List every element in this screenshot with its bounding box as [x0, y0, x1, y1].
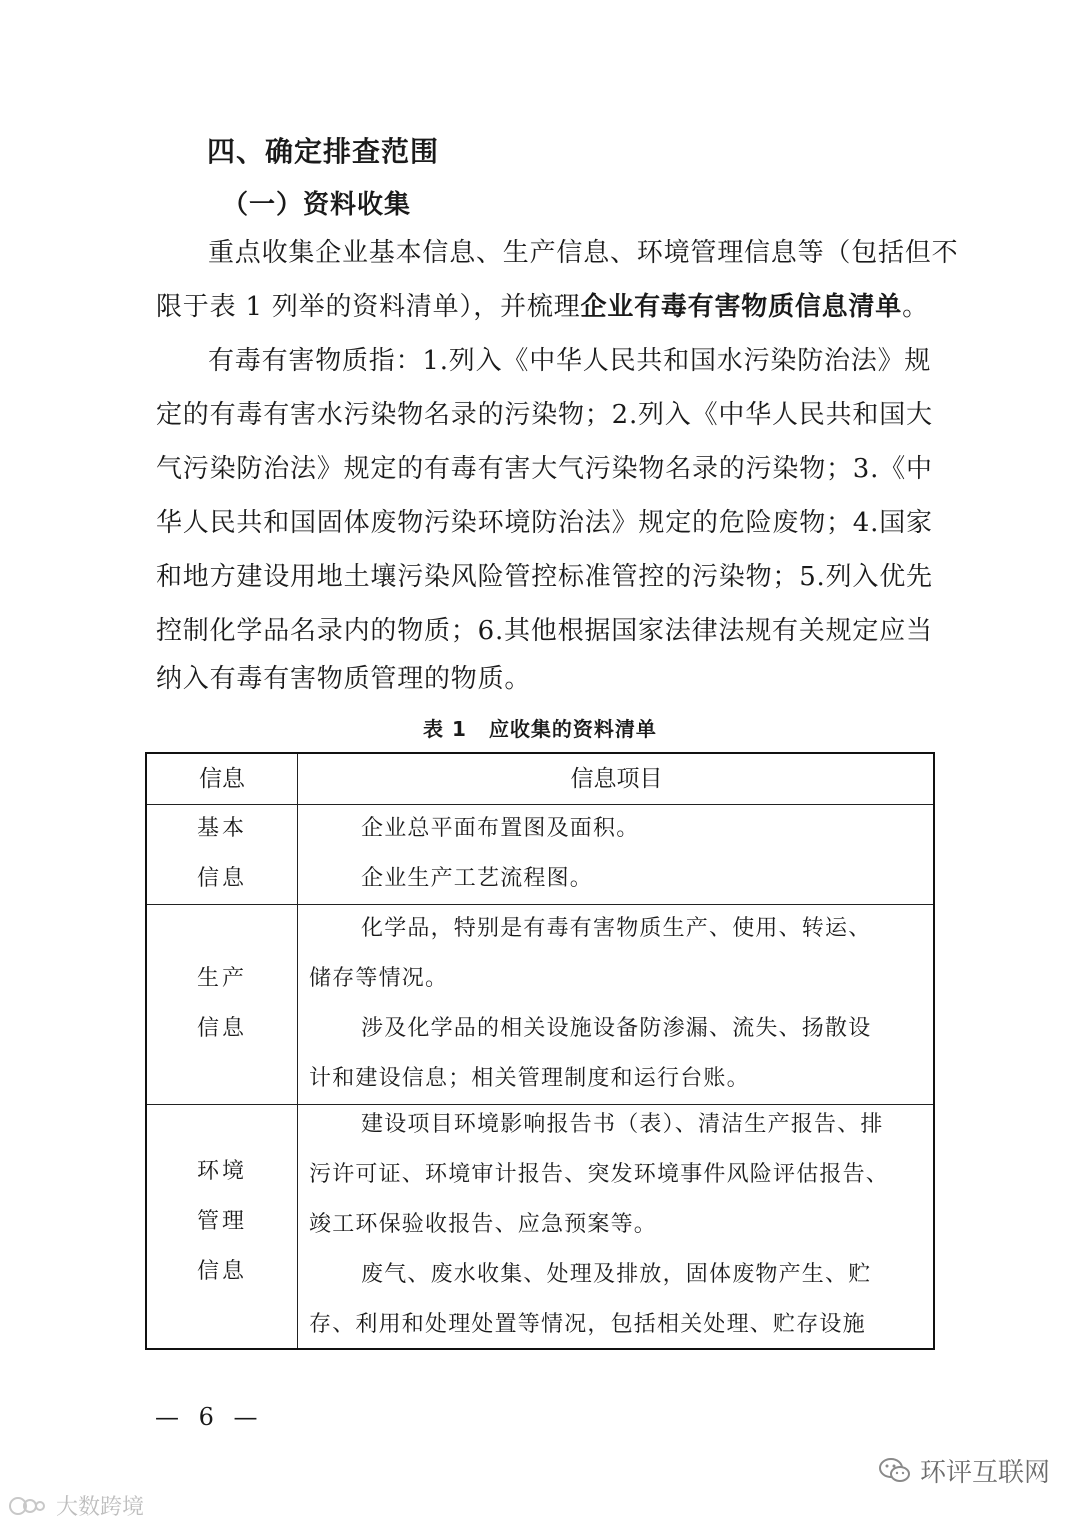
paragraph-1-end: 。	[902, 292, 929, 322]
category-production-info: 生产 信息	[196, 966, 247, 1041]
header-info-items: 信息项目	[570, 766, 663, 792]
paragraph-2-line: 华人民共和国固体废物污染环境防治法》规定的危险废物；4.国家	[156, 508, 933, 538]
paragraph-1-text: 限于表 1 列举的资料清单），并梳理	[156, 292, 581, 322]
header-info: 信息	[199, 766, 245, 792]
watermark-right-text: 环评互联网	[920, 1458, 1051, 1488]
paragraph-2-line: 纳入有毒有害物质管理的物质。	[156, 664, 532, 694]
paragraph-2-line: 和地方建设用地土壤污染风险管控标准管控的污染物；5.列入优先	[156, 562, 933, 592]
table-cell-line: 存、利用和处理处置等情况，包括相关处理、贮存设施	[309, 1312, 866, 1337]
toxic-substance-list-emphasis: 企业有毒有害物质信息清单	[580, 292, 903, 322]
section-heading: 四、确定排查范围	[207, 135, 440, 168]
category-environment-management-info: 环境 管理 信息	[196, 1159, 247, 1284]
table-cell-line: 化学品，特别是有毒有害物质生产、使用、转运、	[361, 916, 872, 941]
table-caption	[0, 713, 1080, 742]
table-cell-line: 废气、废水收集、处理及排放，固体废物产生、贮	[361, 1262, 872, 1287]
watermark-right	[878, 1452, 1050, 1489]
paragraph-2-line: 气污染防治法》规定的有毒有害大气污染物名录的污染物；3.《中	[156, 454, 933, 484]
table-cell-line: 建设项目环境影响报告书（表）、清洁生产报告、排	[361, 1112, 884, 1137]
table-cell-line: 竣工环保验收报告、应急预案等。	[309, 1212, 658, 1237]
table-cell-line: 企业总平面布置图及面积。	[361, 816, 640, 841]
subsection-heading: （一）资料收集	[222, 190, 412, 220]
wechat-icon	[878, 1456, 912, 1486]
table-cell-line: 企业生产工艺流程图。	[361, 866, 594, 891]
table-number: 表 1	[423, 717, 467, 741]
materials-table	[145, 752, 935, 1350]
paragraph-2-line: 定的有毒有害水污染物名录的污染物；2.列入《中华人民共和国大	[156, 400, 933, 430]
paragraph-1-line-1: 重点收集企业基本信息、生产信息、环境管理信息等（包括但不	[208, 238, 959, 268]
watermark-logo-icon	[6, 1494, 50, 1518]
table-title: 应收集的资料清单	[488, 717, 657, 741]
table-cell-line: 计和建设信息；相关管理制度和运行台账。	[309, 1066, 750, 1091]
paragraph-1-line-2	[156, 292, 929, 322]
paragraph-2-line: 控制化学品名录内的物质；6.其他根据国家法律法规有关规定应当	[156, 616, 933, 646]
column-divider	[297, 754, 298, 1348]
table-cell-line: 涉及化学品的相关设施设备防渗漏、流失、扬散设	[361, 1016, 872, 1041]
table-cell-line: 储存等情况。	[309, 966, 449, 991]
category-basic-info: 基本 信息	[196, 816, 247, 891]
paragraph-2-line: 有毒有害物质指：1.列入《中华人民共和国水污染防治法》规	[208, 346, 932, 376]
watermark-left-text: 大数跨境	[56, 1495, 145, 1520]
table-cell-line: 污许可证、环境审计报告、突发环境事件风险评估报告、	[309, 1162, 890, 1187]
page-number: — 6 —	[155, 1403, 264, 1431]
watermark-left	[6, 1490, 144, 1521]
